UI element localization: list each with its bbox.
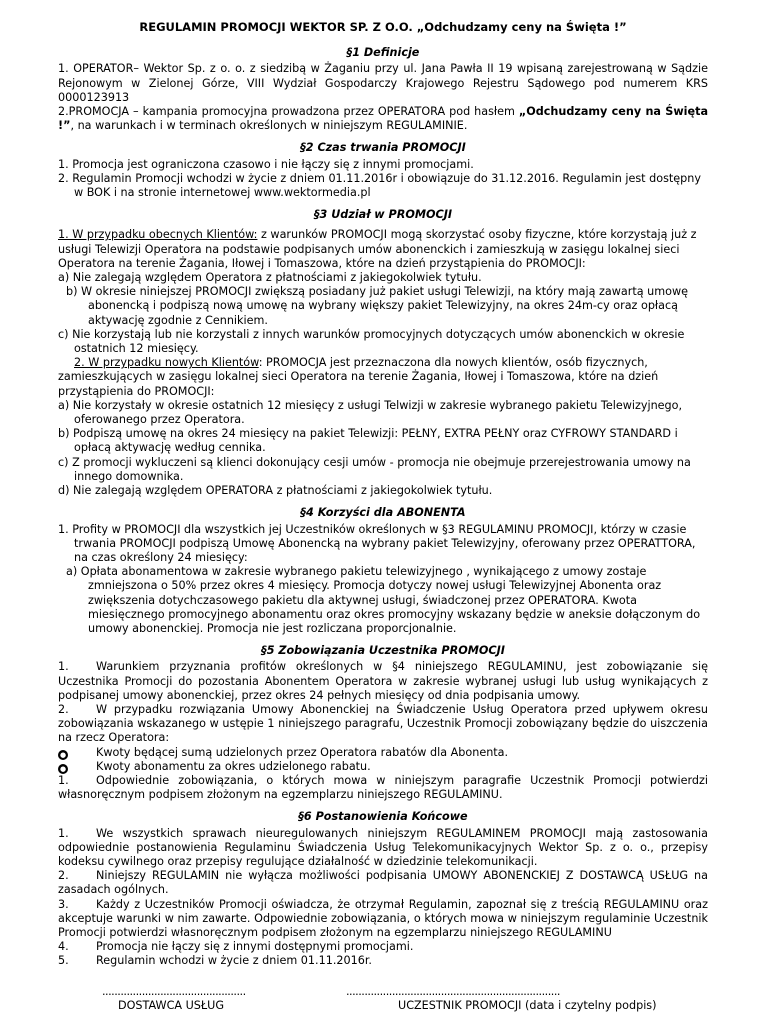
s2-paragraph-2: 2. Regulamin Promocji wchodzi w życie z dniem 01.11.2016r i obowiązuje do 31.12.2016. Regulamin jest dostępny w BOK i na stronie internetowej www.wektormedia.pl	[58, 171, 701, 200]
s6-paragraph-2: 2. Niniejszy REGULAMIN nie wyłącza możliwości podpisania UMOWY ABONENCKIEJ Z DOSTAWCĄ USŁUG na zasadach ogólnych.	[58, 869, 708, 897]
document-page	[58, 20, 708, 1025]
section-1-heading: §1 Definicje	[346, 46, 420, 60]
s5-bullet-1: ● Kwoty będącej sumą udzielonych przez Operatora rabatów dla Abonenta.	[59, 745, 509, 759]
section-6-heading: §6 Postanowienia Końcowe	[298, 810, 468, 824]
s3-item-b: b) W okresie niniejszej PROMOCJI zwiększą posiadany już pakiet usługi Telewizji, na który mają zawartą umowę abonencką i podpiszą nową umowę na wybrany większy pakiet Telewizyjny, na okres 24m-cy oraz opłacą aktywację zgodnie z Cennikiem.	[66, 285, 689, 327]
s6-paragraph-5: 5. Regulamin wchodzi w życie z dniem 01.11.2016r.	[58, 954, 372, 968]
section-5-heading: §5 Zobowiązania Uczestnika PROMOCJI	[261, 644, 505, 658]
s1-paragraph-2: 2.PROMOCJA – kampania promocyjna prowadzona przez OPERATORA pod hasłem „Odchudzamy ceny na Święta !”, na warunkach i w terminach określonych w niniejszym REGULAMINIE.	[58, 105, 709, 133]
circled-bullet-icon: ●	[59, 764, 67, 773]
s1-paragraph-1: 1. OPERATOR– Wektor Sp. z o. o. z siedzibą w Żaganiu przy ul. Jana Pawła II 19 wpisaną zarejestrowaną w Sądzie Rejonowym w Zielonej Górze, VIII Wydział Gospodarczy Krajowego Rejestru Sądowego pod numerem KRS 0000123913	[58, 62, 708, 104]
supplier-signature: ............................................... DOSTAWCA USŁUG	[102, 984, 246, 1012]
s5-paragraph-1: 1. Warunkiem przyznania profitów określonych w §4 niniejszego REGULAMINU, jest zobowiązanie się Uczestnika Promocji do pozostania Abonentem Operatora w zakresie wybranej usługi lub usług wynikających z podpisanej umowy abonenckiej, przez okres 24 pełnych miesięcy od dnia podpisania umowy.	[58, 660, 708, 702]
s3-item-c2: c) Z promocji wykluczeni są klienci dokonujący cesji umów - promocja nie obejmuje przerejestrowania umowy na innego domownika.	[58, 455, 691, 483]
circled-bullet-icon: ●	[59, 750, 67, 759]
s3-item-b2: b) Podpiszą umowę na okres 24 miesięcy na pakiet Telewizji: PEŁNY, EXTRA PEŁNY oraz CYFROWY STANDARD i opłacą aktywację według cennika.	[58, 427, 678, 455]
s3-item-a: a) Nie zalegają względem Operatora z płatnościami z jakiegokolwiek tytułu.	[58, 271, 482, 285]
s2-paragraph-1: 1. Promocja jest ograniczona czasowo i nie łączy się z innymi promocjami.	[58, 157, 474, 171]
s5-paragraph-2: 2. W przypadku rozwiązania Umowy Abonenckiej na Świadczenie Usług Operatora przed upływem okresu zobowiązania wskazanego w ustępie 1 niniejszego paragrafu, Uczestnik Promocji zobowiązany będzie do uiszczenia na rzecz Operatora:	[58, 702, 708, 745]
s4-item-a: a) Opłata abonamentowa w zakresie wybranego pakietu telewizyjnego , wynikającego z umowy zostaje zmniejszona o 50% przez okres 4 miesięcy. Promocja dotyczy nowej usługi Telewizyjnej Abonenta oraz zwiększenia dotychczasowego pakietu dla aktywnej usługi, świadczonej przez OPERATORA. Kwota miesięcznego promocyjnego abonamentu oraz okres promocyjny wskazany będzie w aneksie dołączonym do umowy abonenckiej. Promocja nie jest rozliczana proporcjonalnie.	[66, 565, 701, 635]
section-2-heading: §2 Czas trwania PROMOCJI	[300, 141, 466, 155]
participant-label: UCZESTNIK PROMOCJI (data i czytelny podpis)	[398, 998, 657, 1012]
section-3-heading: §3 Udział w PROMOCJI	[313, 208, 453, 222]
s5-paragraph-3: 1. Odpowiednie zobowiązania, o których mowa w niniejszym paragrafie Uczestnik Promocji potwierdzi własnoręcznym podpisem złożonym na egzemplarzu niniejszego REGULAMINU.	[58, 773, 708, 802]
s6-paragraph-4: 4. Promocja nie łączy się z innymi dostępnymi promocjami.	[58, 940, 414, 954]
s4-paragraph-1: 1. Profity w PROMOCJI dla wszystkich jej Uczestników określonych w §3 REGULAMINU PROMOCJI, którzy w czasie trwania PROMOCJI podpiszą Umowę Abonencką na wybrany pakiet Telewizyjny, oferowany przez OPERATTORA, na czas określony 24 miesięcy:	[58, 522, 696, 564]
s3-paragraph-1: 1. W przypadku obecnych Klientów: z warunków PROMOCJI mogą skorzystać osoby fizyczne, które korzystają już z usługi Telewizji Operatora na podstawie podpisanych umów abonenckich i zamieszkują w zasięgu lokalnej sieci Operatora na terenie Żagania, Iłowej i Tomaszowa, które na dzień przystąpienia do PROMOCJI:	[58, 228, 697, 270]
section-4-heading: §4 Korzyści dla ABONENTA	[300, 506, 466, 520]
s3-item-a2: a) Nie korzystały w okresie ostatnich 12 miesięcy z usługi Telwizji w zakresie wybranego pakietu Telewizyjnego, oferowanego przez Operatora.	[58, 398, 683, 427]
s5-bullet-2: ● Kwoty abonamentu za okres udzielonego rabatu.	[59, 759, 371, 773]
document-title: REGULAMIN PROMOCJI WEKTOR SP. Z O.O. „Odchudzamy ceny na Święta !”	[139, 20, 627, 34]
s3-item-c: c) Nie korzystają lub nie korzystali z innych warunków promocyjnych dotyczących umów abonenckich w okresie ostatnich 12 miesięcy.	[58, 327, 685, 356]
signature-area	[58, 985, 708, 1025]
participant-signature: ...................................................................... UCZESTNIK PROMOCJI (data i czytelny podpis)	[346, 984, 657, 1012]
s3-item-d2: d) Nie zalegają względem OPERATORA z płatnościami z jakiegokolwiek tytułu.	[58, 484, 493, 498]
promo-slogan: „Odchudzamy ceny na Święta !”	[58, 105, 709, 133]
s6-paragraph-1: 1. We wszystkich sprawach nieuregulowanych niniejszym REGULAMINEM PROMOCJI mają zastosowania odpowiednie postanowienia Regulaminu Świadczenia Usług Telekomunikacyjnych Wektor Sp. z o. o., przepisy kodeksu cywilnego oraz przepisy regulujące działalność w dziedzinie telekomunikacji.	[58, 826, 708, 868]
s3-paragraph-2: 2. W przypadku nowych Klientów: PROMOCJA jest przeznaczona dla nowych klientów, osób fizycznych, zamieszkujących w zasięgu lokalnej sieci Operatora na terenie Żagania, Iłowej i Tomaszowa, które na dzień przystąpienia do PROMOCJI:	[58, 356, 659, 398]
supplier-label: DOSTAWCA USŁUG	[118, 998, 225, 1012]
s6-paragraph-3: 3. Każdy z Uczestników Promocji oświadcza, że otrzymał Regulamin, zapoznał się z treścią REGULAMINU oraz akceptuje warunki w nim zawarte. Odpowiednie zobowiązania, o których mowa w niniejszym regulaminie Uczestnik Promocji potwierdzi własnoręcznym podpisem złożonym na egzemplarzu niniejszego REGULAMINU	[58, 897, 708, 939]
